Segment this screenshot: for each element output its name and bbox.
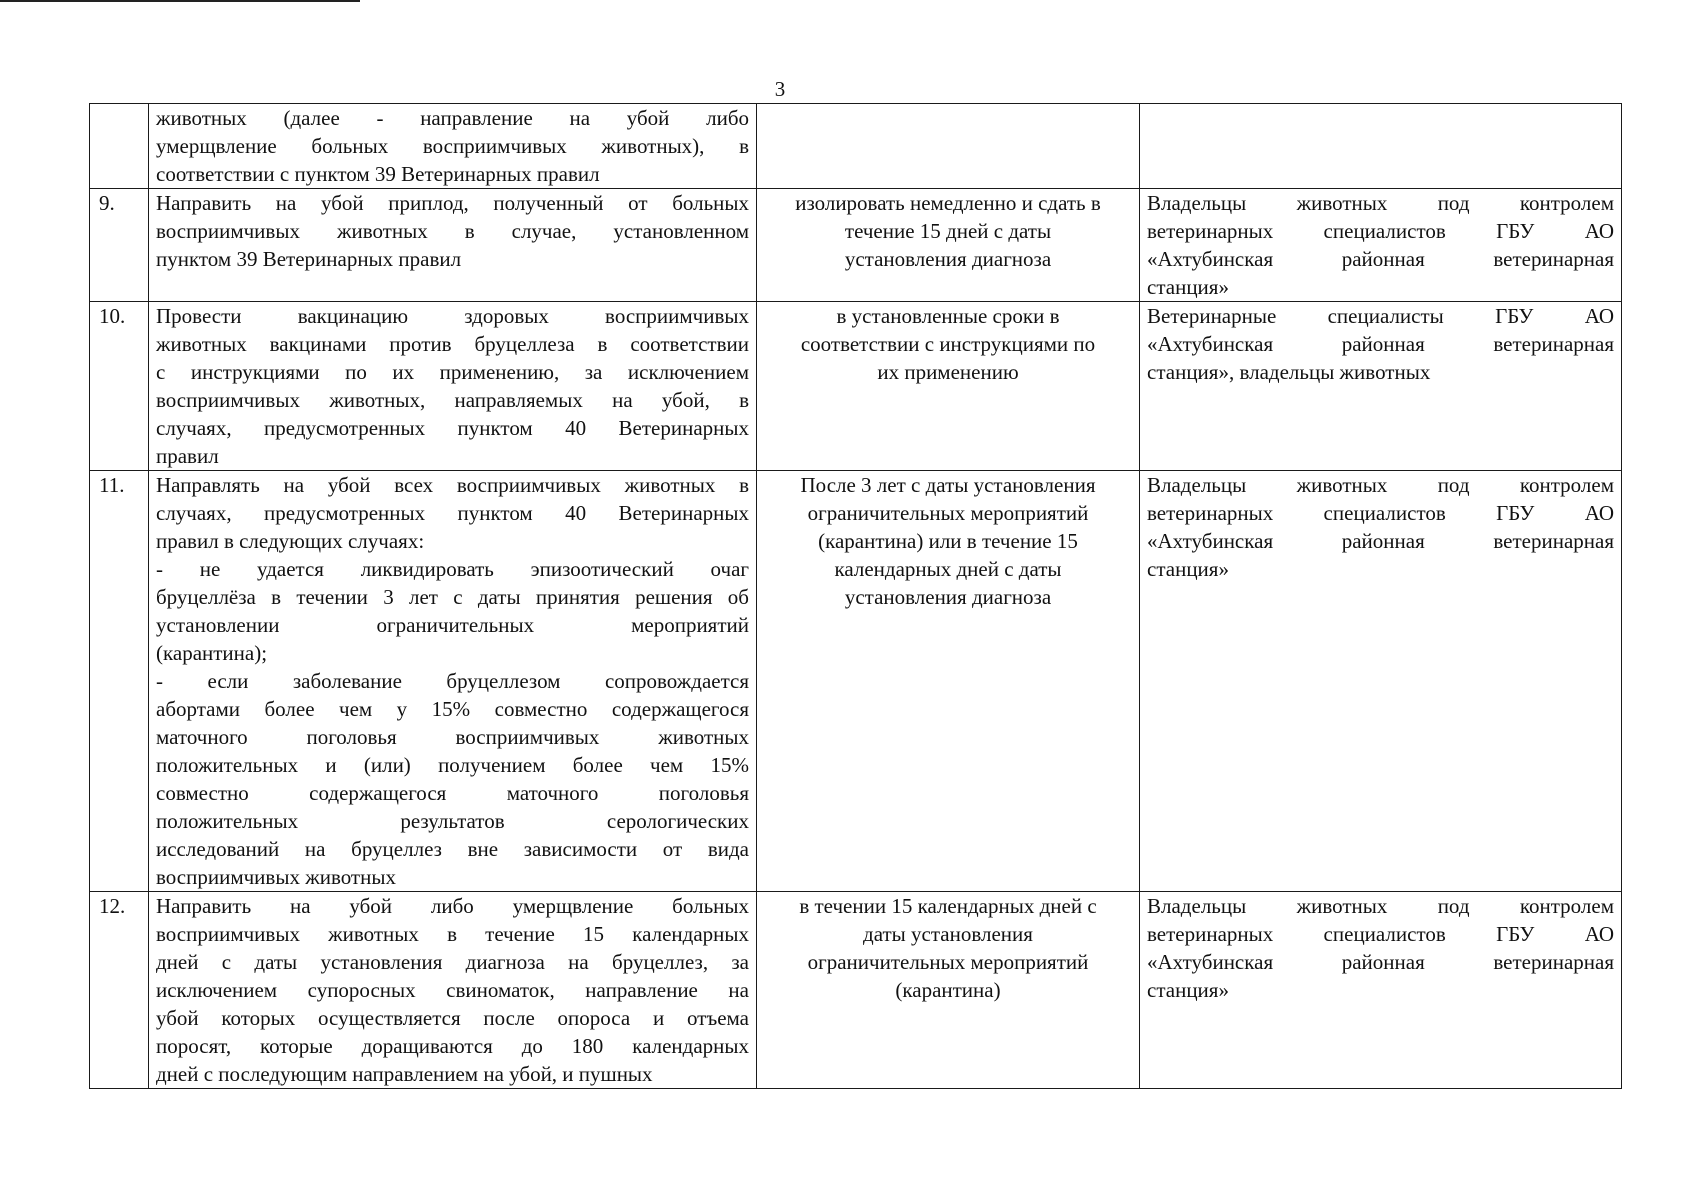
measure-text-line: положительных результатов серологических (156, 809, 749, 833)
deadline-text-line: (карантина) или в течение 15 (818, 529, 1078, 553)
deadline-text-line: (карантина) (895, 978, 1001, 1002)
measure-text-line: Направить на убой приплод, полученный от больных (156, 191, 749, 215)
measure-text-line: - если заболевание бруцеллезом сопровождается (156, 669, 749, 693)
measure-cell (149, 189, 757, 302)
measure-text-line: поросят, которые доращиваются до 180 календарных (156, 1034, 749, 1058)
measures-table (89, 103, 1622, 1089)
deadline-cell (757, 471, 1140, 892)
responsible-text-line: «Ахтубинская районная ветеринарная (1147, 247, 1614, 271)
row-number: 10. (99, 304, 126, 328)
deadline-text-line: течение 15 дней с даты (844, 219, 1052, 243)
responsible-text-line: ветеринарных специалистов ГБУ АО (1147, 219, 1614, 243)
measure-text-line: установлении ограничительных мероприятий (156, 613, 749, 637)
measure-text-line: совместно содержащегося маточного поголовья (156, 781, 749, 805)
measure-text-line: случаях, предусмотренных пунктом 40 Ветеринарных (156, 416, 749, 440)
responsible-cell (1140, 471, 1622, 892)
deadline-text-line: соответствии с инструкциями по (800, 332, 1096, 356)
row-number-cell (90, 104, 149, 189)
responsible-text-line: станция» (1147, 557, 1229, 581)
row-number: 11. (99, 473, 125, 497)
row-number-cell (90, 189, 149, 302)
deadline-text-line: изолировать немедленно и сдать в (795, 191, 1101, 215)
measure-text-line: убой которых осуществляется после опороса и отъема (156, 1006, 749, 1030)
empty-cell-space (1147, 104, 1614, 132)
measure-text-line: соответствии с пунктом 39 Ветеринарных правил (156, 162, 600, 186)
deadline-text-line: установления диагноза (844, 247, 1052, 271)
page-number: 3 (774, 77, 786, 101)
responsible-text-line: Владельцы животных под контролем (1147, 191, 1614, 215)
table-row (90, 302, 1622, 471)
responsible-cell (1140, 104, 1622, 189)
measure-text-line: восприимчивых животных (156, 865, 396, 889)
responsible-text-line: ветеринарных специалистов ГБУ АО (1147, 501, 1614, 525)
measure-text-line: положительных и (или) получением более чем 15% (156, 753, 749, 777)
responsible-text-line: ветеринарных специалистов ГБУ АО (1147, 922, 1614, 946)
responsible-text-line: станция» (1147, 978, 1229, 1002)
table-row (90, 471, 1622, 892)
measure-text-line: дней с последующим направлением на убой, и пушных (156, 1062, 653, 1086)
row-number-cell (90, 471, 149, 892)
measure-text-line: правил в следующих случаях: (156, 529, 425, 553)
table-row (90, 892, 1622, 1089)
measure-text-line: исключением супоросных свиноматок, направление на (156, 978, 749, 1002)
deadline-cell (757, 892, 1140, 1089)
responsible-text-line: Владельцы животных под контролем (1147, 894, 1614, 918)
measure-text-line: дней с даты установления диагноза на бруцеллез, за (156, 950, 749, 974)
deadline-text-line: ограничительных мероприятий (807, 501, 1089, 525)
measure-text-line: (карантина); (156, 641, 268, 665)
row-number: 12. (99, 894, 126, 918)
deadline-text-line: в течении 15 календарных дней с (799, 894, 1097, 918)
responsible-text-line: «Ахтубинская районная ветеринарная (1147, 332, 1614, 356)
deadline-cell (757, 104, 1140, 189)
table-body (90, 104, 1622, 1089)
measure-text-line: восприимчивых животных в течение 15 календарных (156, 922, 749, 946)
measure-cell (149, 104, 757, 189)
deadline-text-line: календарных дней с даты (834, 557, 1062, 581)
row-number-cell (90, 892, 149, 1089)
measure-cell (149, 471, 757, 892)
measure-text-line: умерщвление больных восприимчивых животных), в (156, 134, 749, 158)
deadline-cell (757, 189, 1140, 302)
responsible-text-line: Владельцы животных под контролем (1147, 473, 1614, 497)
measure-text-line: маточного поголовья восприимчивых животных (156, 725, 749, 749)
measure-text-line: животных (далее - направление на убой либо (156, 106, 749, 130)
table-row (90, 189, 1622, 302)
measure-text-line: Провести вакцинацию здоровых восприимчивых (156, 304, 749, 328)
measure-text-line: бруцеллёза в течении 3 лет с даты принятия решения об (156, 585, 749, 609)
measure-text-line: случаях, предусмотренных пунктом 40 Ветеринарных (156, 501, 749, 525)
responsible-text-line: Ветеринарные специалисты ГБУ АО (1147, 304, 1614, 328)
table-row (90, 104, 1622, 189)
measure-text-line: с инструкциями по их применению, за исключением (156, 360, 749, 384)
deadline-text-line: даты установления (863, 922, 1033, 946)
responsible-text-line: «Ахтубинская районная ветеринарная (1147, 950, 1614, 974)
responsible-cell (1140, 189, 1622, 302)
deadline-cell (757, 302, 1140, 471)
row-number: 9. (99, 191, 115, 215)
empty-cell-space (764, 104, 1132, 132)
deadline-text-line: их применению (877, 360, 1019, 384)
responsible-text-line: станция», владельцы животных (1147, 360, 1431, 384)
measure-text-line: исследований на бруцеллез вне зависимости от вида (156, 837, 749, 861)
measure-cell (149, 892, 757, 1089)
measure-text-line: животных вакцинами против бруцеллеза в соответствии (156, 332, 749, 356)
measure-text-line: восприимчивых животных в случае, установленном (156, 219, 749, 243)
measure-text-line: Направить на убой либо умерщвление больных (156, 894, 749, 918)
responsible-text-line: «Ахтубинская районная ветеринарная (1147, 529, 1614, 553)
measure-text-line: правил (156, 444, 219, 468)
row-number-cell (90, 302, 149, 471)
responsible-cell (1140, 302, 1622, 471)
deadline-text-line: в установленные сроки в (836, 304, 1060, 328)
deadline-text-line: ограничительных мероприятий (807, 950, 1089, 974)
measure-text-line: пунктом 39 Ветеринарных правил (156, 247, 462, 271)
measure-text-line: Направлять на убой всех восприимчивых животных в (156, 473, 749, 497)
deadline-text-line: установления диагноза (844, 585, 1052, 609)
responsible-text-line: станция» (1147, 275, 1229, 299)
measure-text-line: - не удается ликвидировать эпизоотический очаг (156, 557, 749, 581)
measure-text-line: восприимчивых животных, направляемых на убой, в (156, 388, 749, 412)
top-rule (0, 0, 360, 2)
measure-cell (149, 302, 757, 471)
measure-text-line: абортами более чем у 15% совместно содержащегося (156, 697, 749, 721)
responsible-cell (1140, 892, 1622, 1089)
deadline-text-line: После 3 лет с даты установления (800, 473, 1096, 497)
